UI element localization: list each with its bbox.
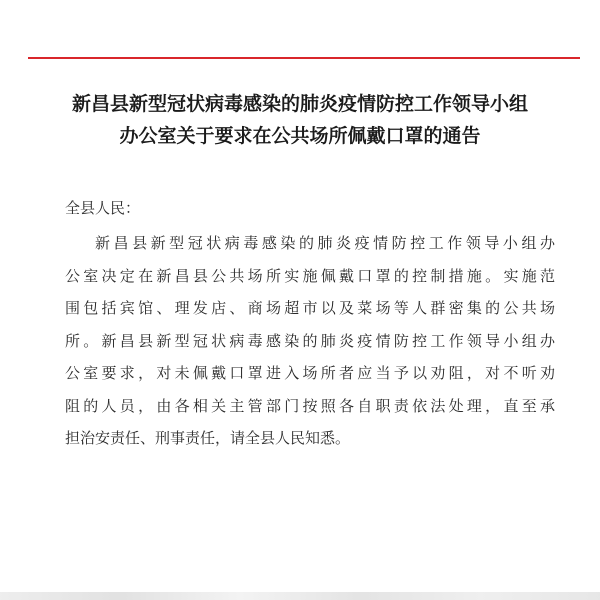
body-line: 新昌县新型冠状病毒感染的肺炎疫情防控工作领导小组办 <box>95 234 555 252</box>
salutation: 全县人民： <box>65 199 141 217</box>
notice-title <box>30 88 570 152</box>
body-line: 公室要求，对未佩戴口罩进入场所者应当予以劝阻，对不听劝 <box>65 364 555 382</box>
title-line: 新昌县新型冠状病毒感染的肺炎疫情防控工作领导小组 <box>71 93 528 115</box>
body-line: 公室决定在新昌县公共场所实施佩戴口罩的控制措施。实施范 <box>65 266 555 285</box>
red-header-rule <box>28 57 580 59</box>
title-line: 办公室关于要求在公共场所佩戴口罩的通告 <box>119 125 481 147</box>
body-line: 担治安责任、刑事责任，请全县人民知悉。 <box>65 429 351 447</box>
notice-body <box>65 227 555 455</box>
body-line: 所。新昌县新型冠状病毒感染的肺炎疫情防控工作领导小组办 <box>65 331 555 350</box>
body-line: 围包括宾馆、理发店、商场超市以及菜场等人群密集的公共场 <box>65 299 555 317</box>
bottom-edge-strip <box>0 592 600 600</box>
body-line: 阻的人员，由各相关主管部门按照各自职责依法处理，直至承 <box>65 396 555 415</box>
